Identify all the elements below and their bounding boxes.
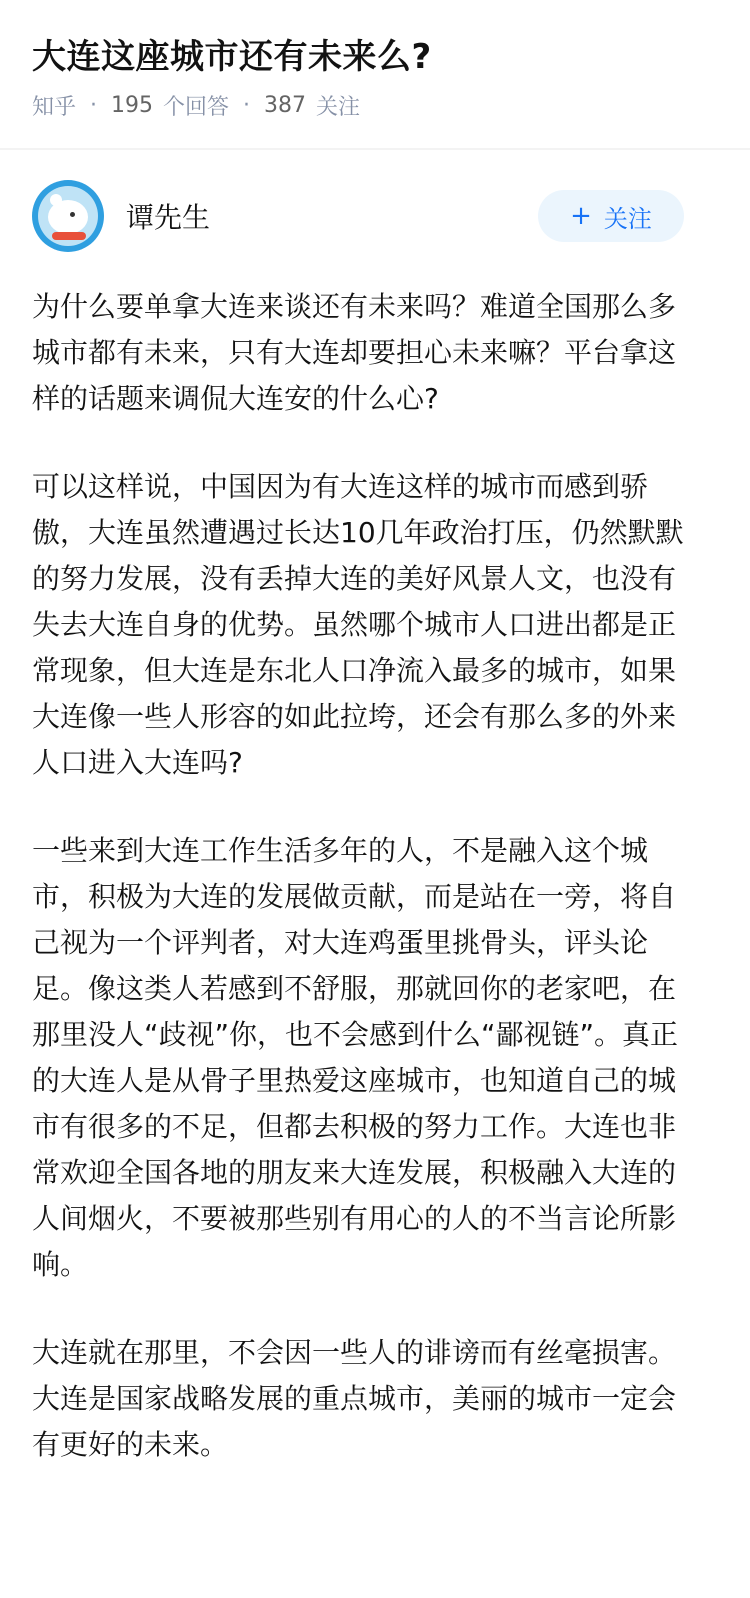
answer-paragraph: 大连就在那里，不会因一些人的诽谤而有丝毫损害。大连是国家战略发展的重点城市，美丽的城市一定会有更好的未来。 bbox=[32, 1336, 677, 1461]
avatar-eye bbox=[70, 212, 75, 217]
answers-label[interactable]: 个回答 bbox=[163, 95, 230, 120]
avatar-collar bbox=[52, 232, 86, 240]
meta-separator: · bbox=[90, 93, 98, 118]
meta-separator: · bbox=[243, 93, 251, 118]
answer-paragraph: 为什么要单拿大连来谈还有未来吗？难道全国那么多城市都有未来，只有大连却要担心未来嘛？平台拿这样的话题来调侃大连安的什么心? bbox=[32, 290, 677, 415]
avatar-face bbox=[48, 200, 88, 234]
followers-label[interactable]: 关注 bbox=[316, 95, 361, 120]
answer-content bbox=[0, 252, 750, 1468]
plus-icon: + bbox=[570, 201, 592, 231]
follow-label: 关注 bbox=[603, 204, 652, 233]
answers-count[interactable]: 195 bbox=[111, 93, 154, 118]
answer-paragraph: 一些来到大连工作生活多年的人，不是融入这个城市，积极为大连的发展做贡献，而是站在一旁，将自己视为一个评判者，对大连鸡蛋里挑骨头，评头论足。像这类人若感到不舒服，那就回你的老家吧，在那里没人“歧视”你，也不会感到什么“鄙视链”。真正的大连人是从骨子里热爱这座城市，也知道自己的城市有很多的不足，但都去积极的努力工作。大连也非常欢迎全国各地的朋友来大连发展，积极融入大连的人间烟火，不要被那些别有用心的人的不当言论所影响。 bbox=[32, 834, 679, 1281]
answer-paragraph: 可以这样说，中国因为有大连这样的城市而感到骄傲，大连虽然遭遇过长达10几年政治打压，仍然默默的努力发展，没有丢掉大连的美好风景人文，也没有失去大连自身的优势。虽然哪个城市人口进出都是正常现象，但大连是东北人口净流入最多的城市，如果大连像一些人形容的如此拉垮，还会有那么多的外来人口进入大连吗? bbox=[32, 470, 684, 779]
source-label[interactable]: 知乎 bbox=[32, 95, 77, 120]
follow-button[interactable] bbox=[538, 190, 684, 242]
avatar[interactable] bbox=[32, 180, 104, 252]
author-name[interactable]: 谭先生 bbox=[126, 201, 211, 234]
question-meta bbox=[32, 90, 718, 121]
followers-count[interactable]: 387 bbox=[264, 93, 307, 118]
question-header bbox=[0, 0, 750, 120]
author-row bbox=[0, 150, 750, 252]
question-title[interactable]: 大连这座城市还有未来么? bbox=[32, 37, 432, 77]
